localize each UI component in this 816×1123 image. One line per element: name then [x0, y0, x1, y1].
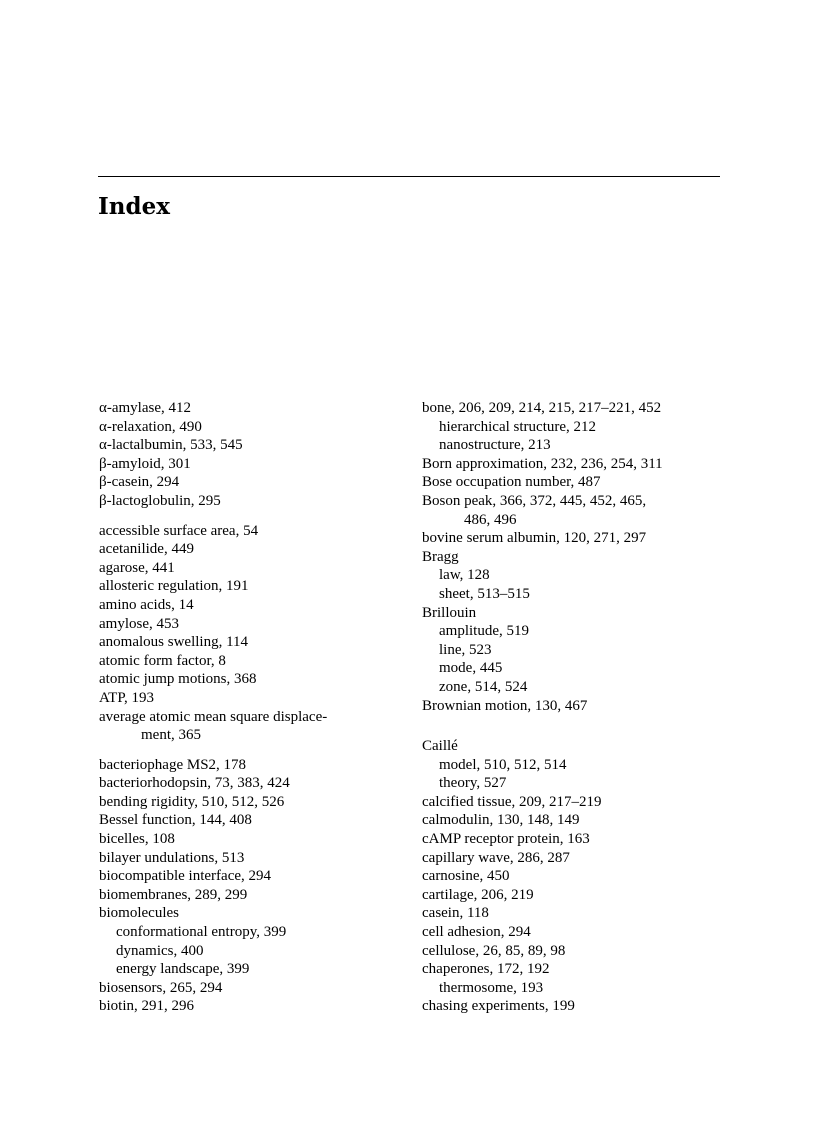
index-entry: agarose, 441 [99, 559, 175, 576]
index-entry: bacteriorhodopsin, 73, 383, 424 [99, 775, 290, 792]
index-subentry: nanostructure, 213 [439, 437, 551, 454]
index-subentry: law, 128 [439, 567, 490, 584]
index-entry: atomic jump motions, 368 [99, 671, 257, 688]
index-entry: cellulose, 26, 85, 89, 98 [422, 942, 566, 959]
index-entry: biomolecules [99, 905, 179, 922]
index-entry: Brillouin [422, 604, 477, 621]
index-entry: α-relaxation, 490 [99, 418, 202, 435]
index-entry: bone, 206, 209, 214, 215, 217–221, 452 [422, 400, 662, 416]
index-entry: ATP, 193 [99, 689, 155, 706]
index-subentry: zone, 514, 524 [439, 678, 528, 695]
index-entry: Brownian motion, 130, 467 [422, 697, 588, 714]
index-entry: bilayer undulations, 513 [99, 849, 245, 866]
index-entry: biocompatible interface, 294 [99, 868, 272, 885]
index-entry: amylose, 453 [99, 615, 179, 632]
index-entry: acetanilide, 449 [99, 541, 194, 558]
index-subentry: line, 523 [439, 641, 492, 658]
index-entry: bending rigidity, 510, 512, 526 [99, 793, 285, 810]
index-entry: α-amylase, 412 [99, 400, 191, 416]
index-entry: Bose occupation number, 487 [422, 474, 601, 491]
index-entry: chaperones, 172, 192 [422, 961, 550, 978]
index-entry-continuation: ment, 365 [141, 727, 201, 744]
index-entry: cell adhesion, 294 [422, 924, 531, 941]
index-entry: β-lactoglobulin, 295 [99, 492, 221, 509]
header-rule [98, 176, 720, 177]
index-entry: Boson peak, 366, 372, 445, 452, 465, [422, 492, 647, 509]
index-entry: casein, 118 [422, 905, 489, 922]
index-entry: chasing experiments, 199 [422, 998, 575, 1015]
index-entry: atomic form factor, 8 [99, 652, 226, 669]
index-entry: Bragg [422, 548, 459, 565]
index-subentry: sheet, 513–515 [439, 585, 530, 602]
index-entry: carnosine, 450 [422, 868, 510, 885]
index-entry: amino acids, 14 [99, 596, 194, 613]
index-subentry: amplitude, 519 [439, 623, 529, 640]
index-entry: accessible surface area, 54 [99, 522, 259, 539]
index-entry: anomalous swelling, 114 [99, 634, 249, 651]
index-subentry: model, 510, 512, 514 [439, 756, 567, 773]
index-subentry: mode, 445 [439, 660, 503, 677]
page-title: Index [98, 193, 170, 220]
index-column-right [422, 399, 722, 1016]
index-entry: Born approximation, 232, 236, 254, 311 [422, 455, 663, 472]
index-subentry: theory, 527 [439, 775, 507, 792]
index-entry: β-casein, 294 [99, 474, 180, 491]
index-entry: capillary wave, 286, 287 [422, 849, 570, 866]
index-entry: allosteric regulation, 191 [99, 578, 249, 595]
index-entry: bovine serum albumin, 120, 271, 297 [422, 530, 647, 547]
index-entry: biomembranes, 289, 299 [99, 886, 248, 903]
index-entry: Bessel function, 144, 408 [99, 812, 252, 829]
index-entry: α-lactalbumin, 533, 545 [99, 437, 243, 454]
index-entry: calcified tissue, 209, 217–219 [422, 793, 602, 810]
index-subentry: dynamics, 400 [116, 942, 204, 959]
index-entry: cAMP receptor protein, 163 [422, 831, 590, 848]
index-entry: biosensors, 265, 294 [99, 979, 223, 996]
index-entry: β-amyloid, 301 [99, 455, 191, 472]
index-entry-continuation: 486, 496 [464, 511, 517, 528]
index-subentry: hierarchical structure, 212 [439, 418, 597, 435]
index-subentry: energy landscape, 399 [116, 961, 250, 978]
index-entry: bicelles, 108 [99, 831, 175, 848]
index-entry: Caillé [422, 738, 458, 755]
index-entry: cartilage, 206, 219 [422, 886, 534, 903]
index-entry: calmodulin, 130, 148, 149 [422, 812, 580, 829]
index-subentry: conformational entropy, 399 [116, 924, 287, 941]
index-entry: bacteriophage MS2, 178 [99, 756, 247, 773]
index-subentry: thermosome, 193 [439, 979, 544, 996]
index-column-left [99, 399, 399, 1016]
index-entry: biotin, 291, 296 [99, 998, 195, 1015]
index-entry: average atomic mean square displace- [99, 708, 328, 725]
